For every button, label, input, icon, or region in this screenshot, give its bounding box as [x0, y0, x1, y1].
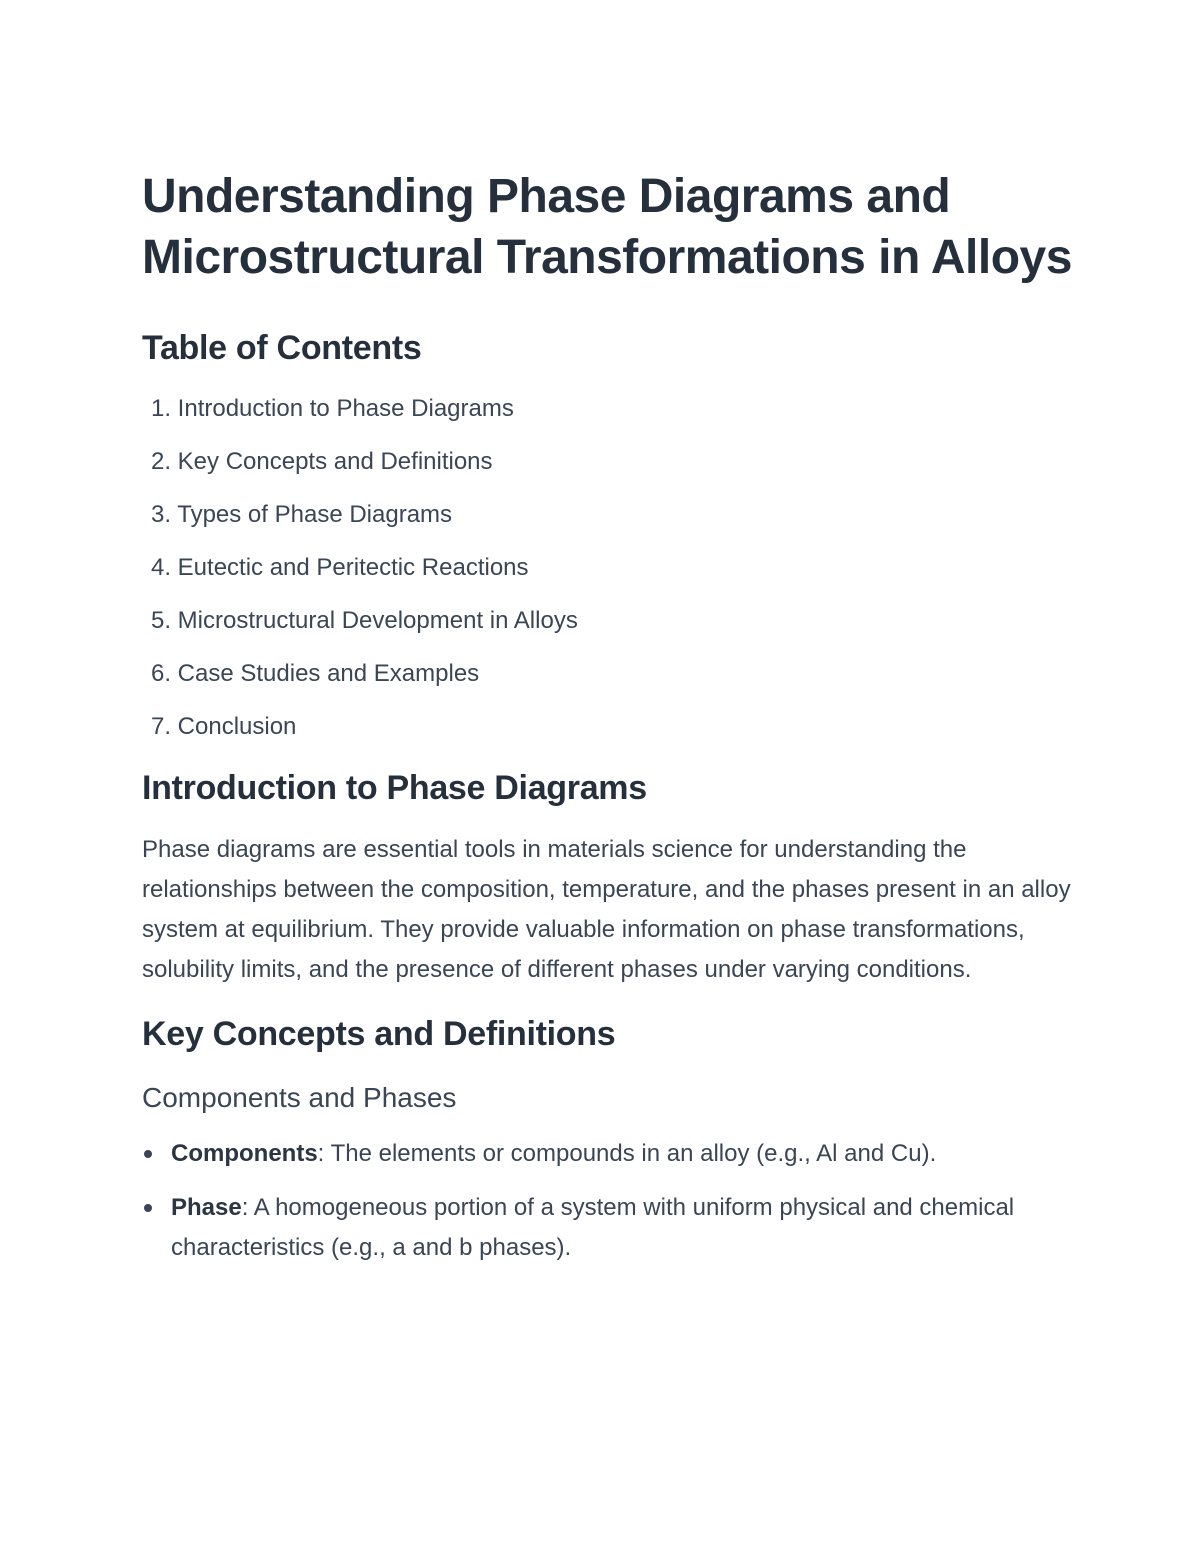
toc-item[interactable]: 3. Types of Phase Diagrams	[150, 501, 453, 528]
document-page	[142, 166, 1082, 1282]
toc-item[interactable]: 1. Introduction to Phase Diagrams	[150, 395, 514, 422]
toc-item-label: Introduction to Phase Diagrams	[177, 395, 514, 422]
toc-item[interactable]: 5. Microstructural Development in Alloys	[150, 607, 578, 634]
subsection-heading-components-phases: Components and Phases	[142, 1082, 457, 1113]
toc-item[interactable]: 2. Key Concepts and Definitions	[150, 448, 493, 475]
bullet-icon	[144, 1150, 152, 1158]
definition-term: Phase	[171, 1194, 242, 1221]
intro-paragraph: Phase diagrams are essential tools in materials science for understanding the relationships between the composition, temperature, and the phases present in an alloy system at equilibrium. They provide valuable information on phase transformations, solubility limits, and the presence of different phases under varying conditions.	[142, 836, 1071, 983]
bullet-icon	[144, 1204, 152, 1212]
toc-heading: Table of Contents	[142, 329, 422, 367]
toc-item[interactable]: 6. Case Studies and Examples	[150, 660, 480, 687]
toc-item-label: Case Studies and Examples	[177, 660, 480, 687]
toc-item-label: Key Concepts and Definitions	[177, 448, 493, 475]
definition-text: : A homogeneous portion of a system with uniform physical and chemical characteristics (e.g., a and b phases).	[171, 1194, 1015, 1261]
toc-item-label: Types of Phase Diagrams	[177, 501, 453, 528]
toc-item-label: Eutectic and Peritectic Reactions	[177, 554, 529, 581]
definition-term: Components	[171, 1140, 318, 1167]
toc-item[interactable]: 4. Eutectic and Peritectic Reactions	[150, 554, 529, 581]
section-heading-key-concepts: Key Concepts and Definitions	[142, 1015, 616, 1053]
toc-item[interactable]: 7. Conclusion	[150, 713, 297, 740]
list-item	[142, 1188, 1082, 1268]
toc-item-label: Conclusion	[177, 713, 297, 740]
section-heading-introduction: Introduction to Phase Diagrams	[142, 769, 647, 807]
document-title: Understanding Phase Diagrams and Microstructural Transformations in Alloys	[142, 170, 1072, 284]
list-item	[142, 1134, 1082, 1174]
toc-list	[142, 394, 1082, 742]
definition-text: : The elements or compounds in an alloy (e.g., Al and Cu).	[317, 1140, 937, 1167]
definitions-list	[142, 1134, 1082, 1268]
toc-item-label: Microstructural Development in Alloys	[177, 607, 578, 634]
